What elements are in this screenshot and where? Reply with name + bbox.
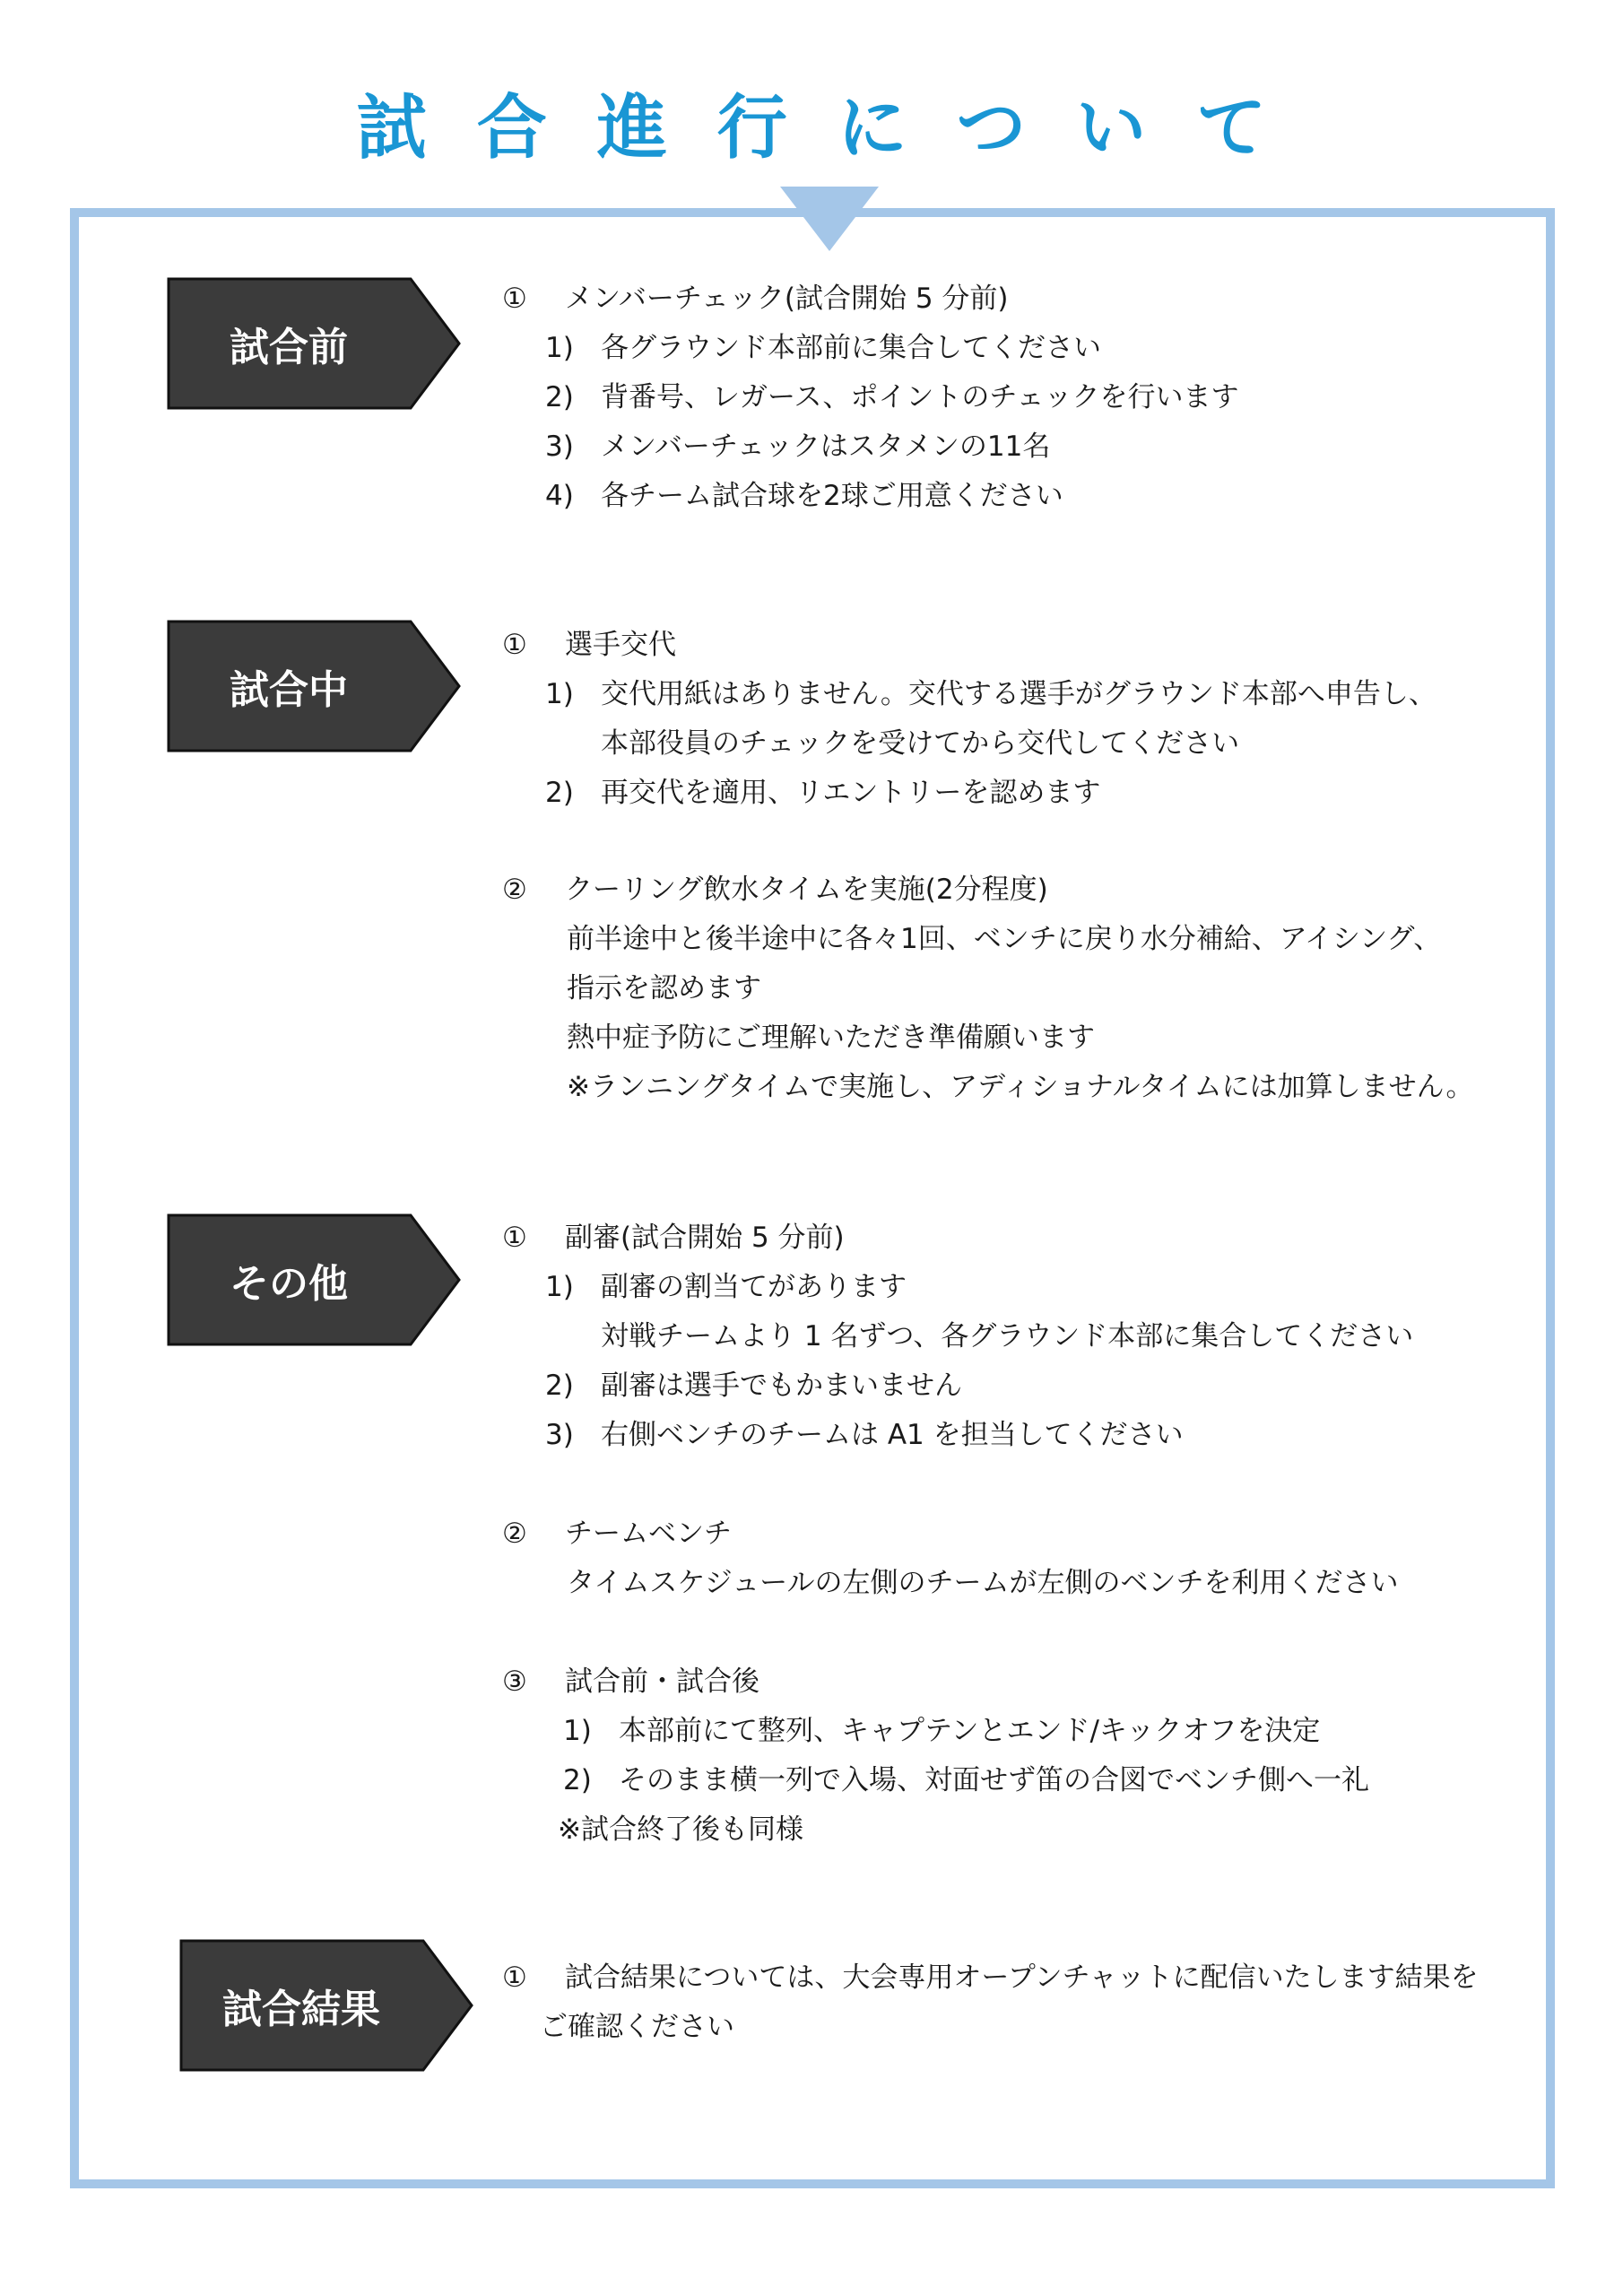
item-text: 本部前にて整列、キャプテンとエンド/キックオフを決定 [619, 1715, 1321, 1747]
section-label-match-results [179, 1939, 475, 2072]
list-item [502, 472, 1238, 521]
down-arrow-icon [780, 187, 879, 251]
item-number: 1) [545, 678, 574, 710]
list-item [502, 1559, 1399, 1608]
item-text: 交代用紙はありません。交代する選手がグラウンド本部へ申告し、 [601, 678, 1436, 710]
section-label-other [167, 1213, 463, 1346]
item-number: ① [502, 1961, 527, 1994]
item-number: ① [502, 629, 527, 661]
item-text: 各チーム試合球を2球ご用意ください [601, 480, 1063, 512]
section-body-team-bench [502, 1509, 1399, 1608]
list-item [502, 1411, 1413, 1460]
list-item [502, 670, 1436, 719]
section-label-text: 試合中 [230, 667, 348, 713]
item-number: ① [502, 1222, 527, 1254]
item-text: チームベンチ [565, 1518, 732, 1550]
item-text: 本部役員のチェックを受けてから交代してください [601, 727, 1240, 760]
item-text: クーリング飲水タイムを実施(2分程度) [565, 874, 1048, 906]
list-item [502, 1805, 1369, 1855]
item-text: そのまま横一列で入場、対面せず笛の合図でベンチ側へ一礼 [619, 1764, 1369, 1796]
list-item [502, 1312, 1413, 1361]
item-number: 2) [545, 381, 574, 413]
item-text: 前半途中と後半途中に各々1回、ベンチに戻り水分補給、アイシング、 [567, 923, 1442, 955]
list-item [502, 865, 1473, 915]
list-item [502, 1013, 1473, 1063]
list-item [502, 1657, 1369, 1707]
item-number: 3) [545, 1419, 574, 1451]
section-body-before-match [502, 274, 1238, 521]
list-item [502, 769, 1436, 818]
section-body-match-results [502, 1953, 1479, 2052]
list-item [502, 1756, 1369, 1805]
item-text: 熱中症予防にご理解いただき準備願います [567, 1022, 1095, 1054]
item-text: 再交代を適用、リエントリーを認めます [601, 777, 1101, 809]
item-text: メンバーチェックはスタメンの11名 [601, 430, 1051, 463]
list-item [502, 1263, 1413, 1312]
item-text: 副審の割当てがあります [601, 1271, 907, 1303]
list-item [502, 324, 1238, 373]
item-number: ② [502, 1518, 527, 1550]
list-item [502, 621, 1436, 670]
item-text: 副審(試合開始 5 分前) [565, 1222, 845, 1254]
item-number: ③ [502, 1665, 527, 1698]
list-item [502, 964, 1473, 1013]
item-text: メンバーチェック(試合開始 5 分前) [565, 283, 1009, 315]
item-text: 右側ベンチのチームは A1 を担当してください [601, 1419, 1184, 1451]
item-text: ※試合終了後も同様 [558, 1813, 803, 1846]
section-label-during-match [167, 620, 463, 752]
item-text: 指示を認めます [567, 972, 761, 1004]
list-item [502, 915, 1473, 964]
item-number: 3) [545, 430, 574, 463]
item-number: 4) [545, 480, 574, 512]
section-label-text: 試合結果 [222, 1987, 380, 2032]
item-number: ① [502, 283, 527, 315]
section-label-text: その他 [230, 1261, 348, 1307]
item-text: 副審は選手でもかまいません [601, 1370, 962, 1402]
list-item [502, 1063, 1473, 1112]
list-item [502, 719, 1436, 769]
page-title: 試合進行について [356, 88, 1317, 169]
item-number: 2) [545, 1370, 574, 1402]
item-number: 1) [545, 332, 574, 364]
item-text: 試合前・試合後 [565, 1665, 759, 1698]
item-text: ※ランニングタイムで実施し、アディショナルタイムには加算しません。 [567, 1071, 1474, 1103]
item-text: 選手交代 [565, 629, 676, 661]
list-item [502, 274, 1238, 324]
item-text: 背番号、レガース、ポイントのチェックを行います [601, 381, 1239, 413]
item-number: 1) [545, 1271, 574, 1303]
item-number: 2) [563, 1764, 592, 1796]
item-number: 2) [545, 777, 574, 809]
item-text: タイムスケジュールの左側のチームが左側のベンチを利用ください [567, 1567, 1399, 1599]
section-body-pre-post-match [502, 1657, 1369, 1855]
list-item [502, 373, 1238, 422]
section-label-before-match [167, 277, 463, 410]
section-body-during-match [502, 621, 1436, 818]
item-text: 各グラウンド本部前に集合してください [601, 332, 1101, 364]
list-item [502, 422, 1238, 472]
list-item [502, 1953, 1479, 2003]
item-text: 対戦チームより 1 名ずつ、各グラウンド本部に集合してください [601, 1320, 1414, 1352]
item-text: 試合結果については、大会専用オープンチャットに配信いたします結果を [565, 1961, 1479, 1994]
section-body-assistant-referee [502, 1213, 1413, 1460]
item-number: 1) [563, 1715, 592, 1747]
list-item [502, 1213, 1413, 1263]
list-item [502, 1361, 1413, 1411]
item-text: ご確認ください [540, 2011, 734, 2043]
list-item [502, 1707, 1369, 1756]
section-body-cooling-break [502, 865, 1473, 1112]
list-item [502, 1509, 1399, 1559]
list-item [502, 2003, 1479, 2052]
section-label-text: 試合前 [230, 325, 348, 370]
item-number: ② [502, 874, 527, 906]
